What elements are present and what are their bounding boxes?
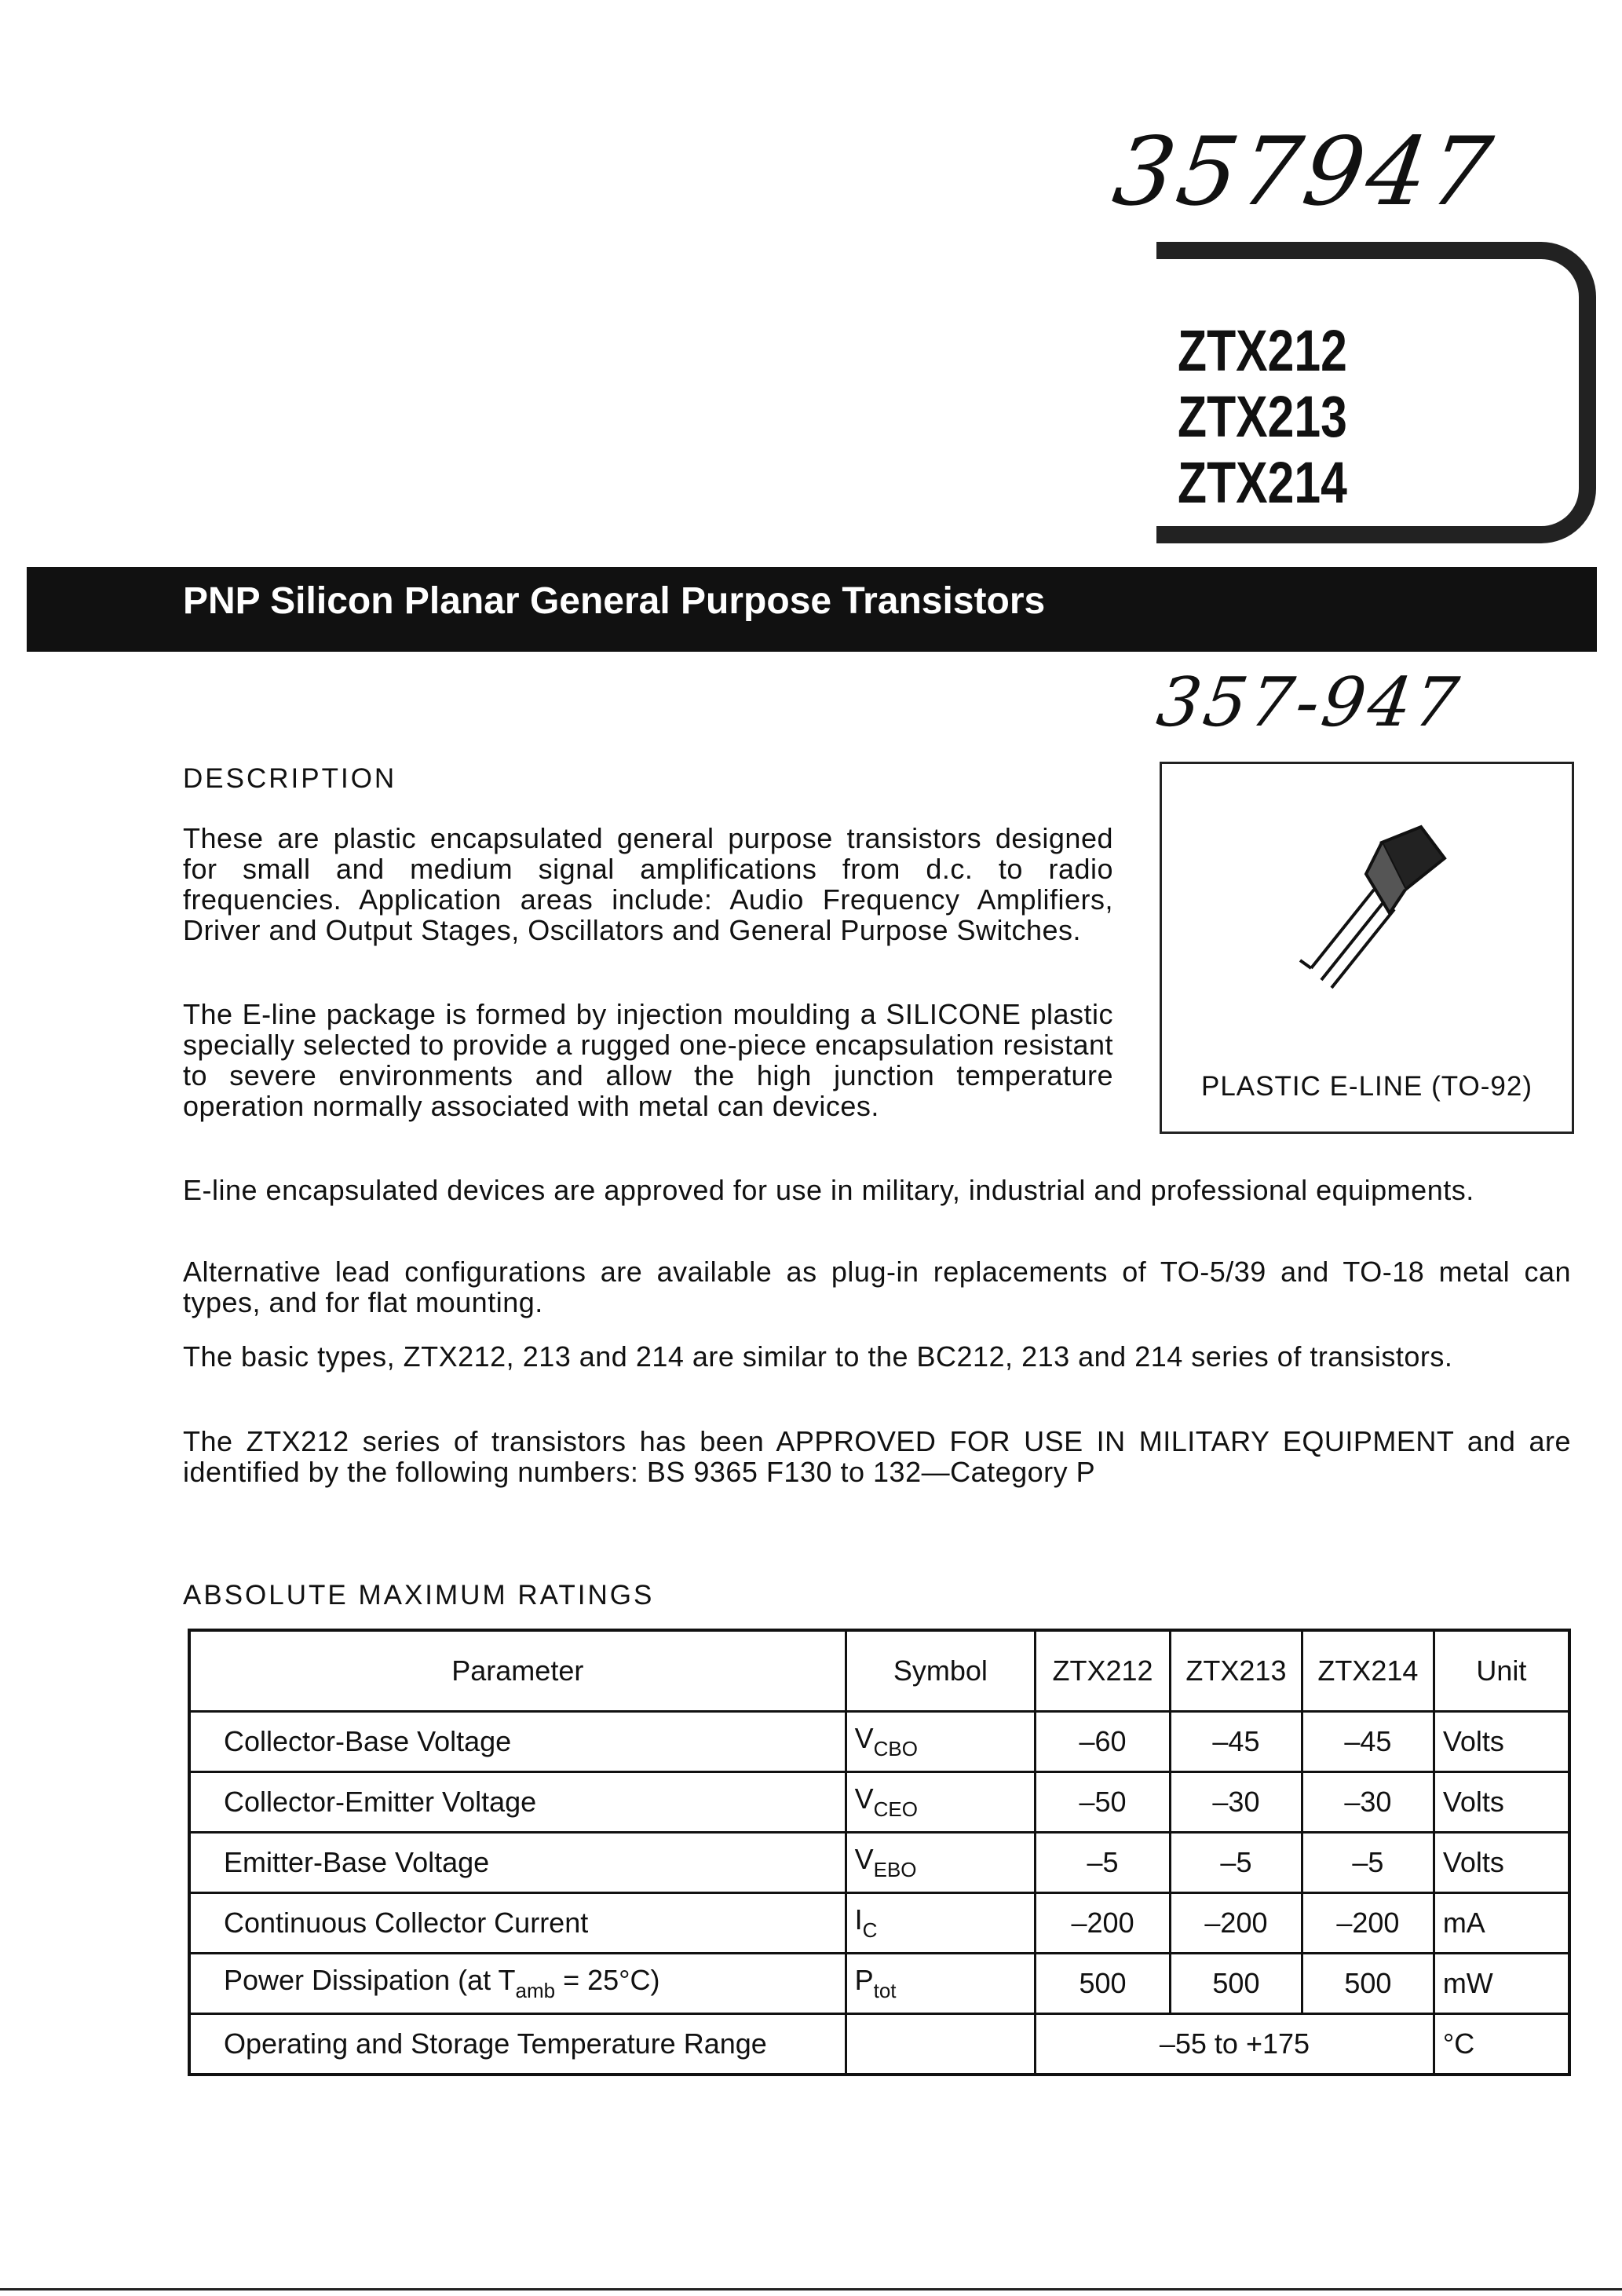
column-header: ZTX213 xyxy=(1171,1630,1302,1712)
column-header: ZTX212 xyxy=(1036,1630,1171,1712)
parameter-cell: Collector-Emitter Voltage xyxy=(189,1772,846,1833)
package-label: PLASTIC E-LINE (TO-92) xyxy=(1200,1071,1532,1102)
page-title: PNP Silicon Planar General Purpose Transistors xyxy=(183,580,1046,622)
symbol-cell xyxy=(846,1772,1036,1833)
symbol-cell xyxy=(846,1833,1036,1893)
value-cell: –55 to +175 xyxy=(1036,2014,1434,2075)
part-number: ZTX214 xyxy=(1178,450,1347,515)
parameter-cell xyxy=(189,1954,846,2014)
table-row xyxy=(189,2014,1569,2075)
description-heading: DESCRIPTION xyxy=(183,763,397,794)
symbol-subscript: CEO xyxy=(873,1797,918,1821)
unit-cell: Volts xyxy=(1434,1833,1569,1893)
value-cell: –5 xyxy=(1036,1833,1171,1893)
value-cell: –30 xyxy=(1171,1772,1302,1833)
value-cell: –5 xyxy=(1302,1833,1434,1893)
table-row xyxy=(189,1893,1569,1954)
part-number: ZTX212 xyxy=(1178,318,1347,383)
unit-cell: Volts xyxy=(1434,1772,1569,1833)
unit-cell: Volts xyxy=(1434,1712,1569,1772)
symbol-subscript: EBO xyxy=(873,1858,917,1881)
table-row xyxy=(189,1772,1569,1833)
column-header: ZTX214 xyxy=(1302,1630,1434,1712)
part-number: ZTX213 xyxy=(1178,384,1347,449)
value-cell: –200 xyxy=(1036,1893,1171,1954)
part-numbers xyxy=(1178,318,1347,516)
description-paragraph: The E-line package is formed by injection moulding a SILICONE plastic specially selected to provide a rugged one-piece encapsulation resistant to severe environments and allow the high junction temperature operation normally associated with metal can devices. xyxy=(183,998,1113,1122)
value-cell: –45 xyxy=(1302,1712,1434,1772)
symbol-cell xyxy=(846,1712,1036,1772)
value-cell: –30 xyxy=(1302,1772,1434,1833)
table-header-row xyxy=(189,1630,1569,1712)
value-cell: –200 xyxy=(1302,1893,1434,1954)
symbol-cell xyxy=(846,1893,1036,1954)
value-cell: 500 xyxy=(1302,1954,1434,2014)
symbol-subscript: tot xyxy=(873,1979,897,2002)
ratings-heading: ABSOLUTE MAXIMUM RATINGS xyxy=(183,1580,655,1610)
parameter-text: Power Dissipation (at T xyxy=(224,1964,516,1996)
handwritten-number: 357-947 xyxy=(1152,664,1467,742)
description-paragraph: The basic types, ZTX212, 213 and 214 are similar to the BC212, 213 and 214 series of transistors. xyxy=(183,1340,1453,1373)
value-cell: –50 xyxy=(1036,1772,1171,1833)
symbol: V xyxy=(854,1782,874,1815)
column-header: Parameter xyxy=(189,1630,846,1712)
symbol-subscript: CBO xyxy=(873,1737,918,1760)
column-header: Symbol xyxy=(846,1630,1036,1712)
value-cell: –60 xyxy=(1036,1712,1171,1772)
parameter-text: = 25°C) xyxy=(555,1964,660,1996)
symbol-cell xyxy=(846,1954,1036,2014)
symbol: I xyxy=(854,1903,863,1936)
description-paragraph: E-line encapsulated devices are approved for use in military, industrial and professional equipments. xyxy=(183,1174,1474,1206)
column-header: Unit xyxy=(1434,1630,1569,1712)
parameter-cell: Continuous Collector Current xyxy=(189,1893,846,1954)
unit-cell: °C xyxy=(1434,2014,1569,2075)
absolute-maximum-ratings-table xyxy=(188,1629,1571,2076)
page-bottom-rule xyxy=(0,2288,1622,2291)
value-cell: –200 xyxy=(1171,1893,1302,1954)
description-paragraph: Alternative lead configurations are available as plug-in replacements of TO-5/39 and TO-18 metal can types, and for flat mounting. xyxy=(183,1256,1571,1318)
unit-cell: mW xyxy=(1434,1954,1569,2014)
table-row xyxy=(189,1712,1569,1772)
handwritten-number: 357947 xyxy=(1107,118,1501,227)
parameter-cell: Collector-Base Voltage xyxy=(189,1712,846,1772)
value-cell: 500 xyxy=(1171,1954,1302,2014)
symbol: V xyxy=(854,1722,874,1754)
value-cell: –5 xyxy=(1171,1833,1302,1893)
symbol-subscript: C xyxy=(862,1918,878,1942)
description-paragraph: These are plastic encapsulated general purpose transistors designed for small and medium signal amplifications from d.c. to radio frequencies. Application areas include: Audio Frequency Amplifiers, Driver and Output Stages, Oscillators and General Purpose Switches. xyxy=(183,822,1113,946)
symbol-cell xyxy=(846,2014,1036,2075)
value-cell: –45 xyxy=(1171,1712,1302,1772)
table-row xyxy=(189,1833,1569,1893)
unit-cell: mA xyxy=(1434,1893,1569,1954)
parameter-subscript: amb xyxy=(515,1979,556,2002)
transistor-package-icon xyxy=(1162,764,1572,1078)
symbol: P xyxy=(854,1964,874,1996)
value-cell: 500 xyxy=(1036,1954,1171,2014)
description-paragraph: The ZTX212 series of transistors has been APPROVED FOR USE IN MILITARY EQUIPMENT and are identified by the following numbers: BS 9365 F130 to 132—Category P xyxy=(183,1425,1571,1488)
parameter-cell: Operating and Storage Temperature Range xyxy=(189,2014,846,2075)
parameter-cell: Emitter-Base Voltage xyxy=(189,1833,846,1893)
symbol: V xyxy=(854,1843,874,1875)
table-row xyxy=(189,1954,1569,2014)
